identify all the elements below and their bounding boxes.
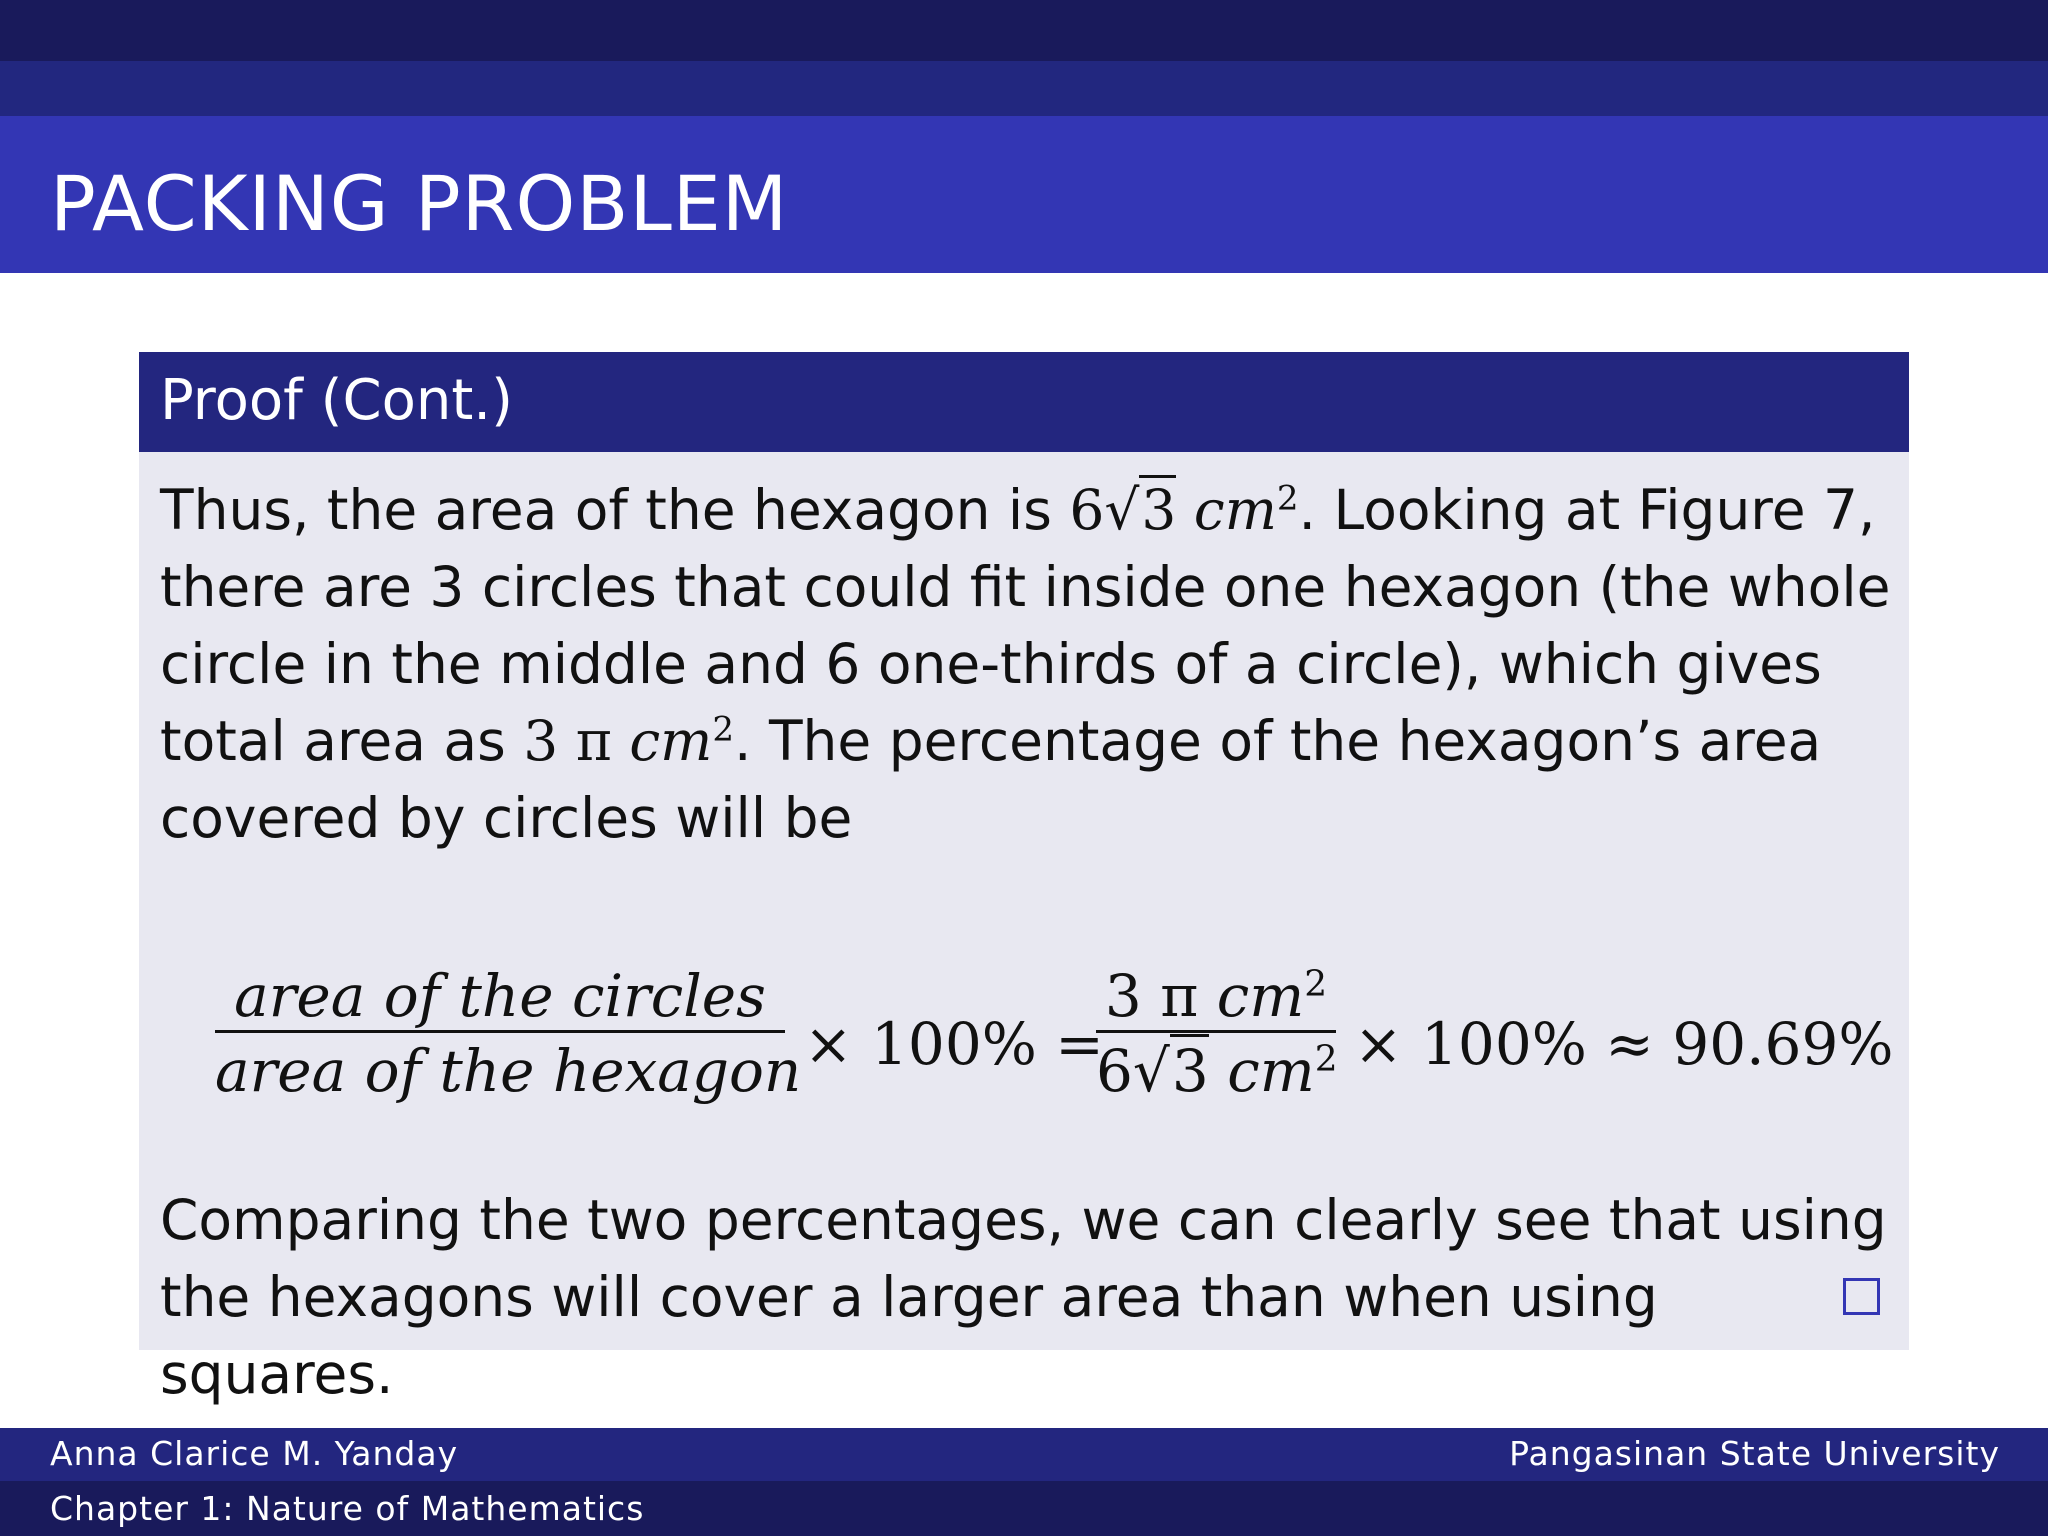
slide-title: PACKING PROBLEM (50, 159, 789, 248)
top-band (0, 0, 2048, 61)
sqrt-radicand: 3 (1139, 475, 1176, 542)
proof-text-1: Thus, the area of the hexagon is (160, 478, 1070, 542)
fraction-values (1096, 962, 1336, 1105)
footer-chapter: Chapter 1: Nature of Mathematics (50, 1489, 645, 1528)
unit-cm: cm (1193, 478, 1277, 542)
fraction-denominator (1096, 1030, 1336, 1105)
proof-text-3: . The percentage of the hexagon’s area covered by circles will be (160, 709, 1822, 850)
fraction-numerator: area of the circles (234, 962, 766, 1030)
fraction-numerator (1096, 962, 1336, 1030)
proof-conclusion: Comparing the two percentages, we can clearly see that using the hexagons will cover a larger area than when using squares. (160, 1188, 1887, 1406)
qed-square-icon (1843, 1278, 1880, 1315)
proof-block-body (139, 452, 1909, 1406)
percentage-equation (139, 962, 1909, 1132)
unit-exponent: 2 (1314, 1038, 1338, 1080)
proof-text-2: . Looking at Figure 7, there are 3 circles that could fit inside one hexagon (the whole circle in the middle and 6 one-thirds of a circle), which gives total area as (160, 478, 1891, 773)
unit-exponent: 2 (1304, 963, 1328, 1005)
circle-area-math (523, 709, 734, 773)
sqrt: √3 (1133, 1037, 1209, 1105)
proof-paragraph-1 (160, 472, 1900, 857)
hexagon-area-math (1069, 478, 1298, 542)
footer-university: Pangasinan State University (1509, 1434, 2000, 1473)
unit-exponent: 2 (712, 709, 734, 750)
fraction-denominator: area of the hexagon (215, 1030, 785, 1105)
unit-cm: cm (1216, 962, 1305, 1030)
unit-exponent: 2 (1276, 478, 1299, 519)
unit-cm: cm (1227, 1037, 1315, 1105)
hexagon-area-coef: 6 (1069, 478, 1105, 542)
equation-result: × 100% ≈ 90.69% (1354, 1010, 1894, 1078)
times-hundred-equals: × 100% = (804, 1010, 1104, 1078)
proof-block-header (139, 352, 1909, 452)
sqrt: √3 (1104, 472, 1176, 549)
sqrt-radicand: 3 (1170, 1034, 1209, 1105)
proof-block-title: Proof (Cont.) (160, 368, 513, 433)
circle-area-coef: 3 π (523, 709, 630, 773)
fraction-words (215, 962, 802, 1105)
top-band-secondary (0, 61, 2048, 116)
denominator-coef: 6 (1096, 1037, 1133, 1105)
footer-author: Anna Clarice M. Yanday (50, 1434, 459, 1473)
unit-cm: cm (629, 709, 713, 773)
numerator-coef: 3 π (1104, 962, 1217, 1030)
